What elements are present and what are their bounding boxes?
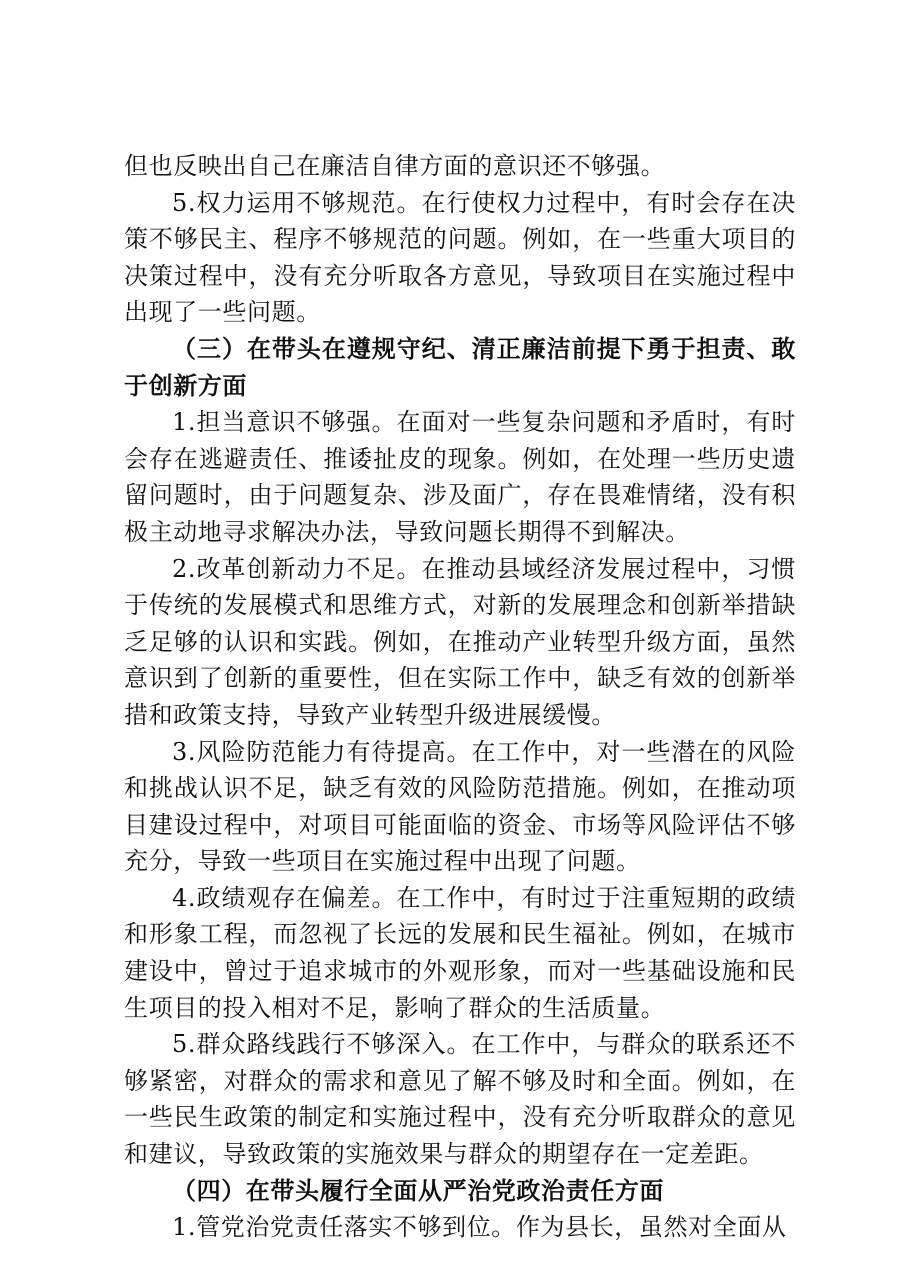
paragraph-item-responsibility: 1.担当意识不够强。在面对一些复杂问题和矛盾时，有时会存在逃避责任、推诿扯皮的现象。例如，在处理一些历史遗留问题时，由于问题复杂、涉及面广，存在畏难情绪，没有积极主动地寻求解决办法，导致问题长期得不到解决。 <box>124 408 796 546</box>
paragraph-item-mass-line: 5.群众路线践行不够深入。在工作中，与群众的联系还不够紧密，对群众的需求和意见了解不够及时和全面。例如，在一些民生政策的制定和实施过程中，没有充分听取群众的意见和建议，导致政策的实施效果与群众的期望存在一定差距。 <box>124 1030 796 1169</box>
paragraph-item-power-usage: 5.权力运用不够规范。在行使权力过程中，有时会存在决策不够民主、程序不够规范的问题。例如，在一些重大项目的决策过程中，没有充分听取各方意见，导致项目在实施过程中出现了一些问题。 <box>124 188 796 327</box>
paragraph-item-risk-prevention: 3.风险防范能力有待提高。在工作中，对一些潜在的风险和挑战认识不足，缺乏有效的风险防范措施。例如，在推动项目建设过程中，对项目可能面临的资金、市场等风险评估不够充分，导致一些项目在实施过程中出现了问题。 <box>124 737 796 876</box>
paragraph-continuation: 但也反映出自己在廉洁自律方面的意识还不够强。 <box>124 152 666 180</box>
section-heading-three: （三）在带头在遵规守纪、清正廉洁前提下勇于担责、敢于创新方面 <box>124 333 796 400</box>
paragraph-item-innovation: 2.改革创新动力不足。在推动县域经济发展过程中，习惯于传统的发展模式和思维方式，对新的发展理念和创新举措缺乏足够的认识和实践。例如，在推动产业转型升级方面，虽然意识到了创新的重要性，但在实际工作中，缺乏有效的创新举措和政策支持，导致产业转型升级进展缓慢。 <box>124 554 796 729</box>
document-body <box>124 148 796 1246</box>
paragraph-item-performance-view: 4.政绩观存在偏差。在工作中，有时过于注重短期的政绩和形象工程，而忽视了长远的发展和民生福祉。例如，在城市建设中，曾过于追求城市的外观形象，而对一些基础设施和民生项目的投入相对不足，影响了群众的生活质量。 <box>124 883 796 1022</box>
section-heading-four: （四）在带头履行全面从严治党政治责任方面 <box>172 1175 664 1205</box>
paragraph-item-party-governance: 1.管党治党责任落实不够到位。作为县长，虽然对全面从 <box>172 1213 787 1242</box>
